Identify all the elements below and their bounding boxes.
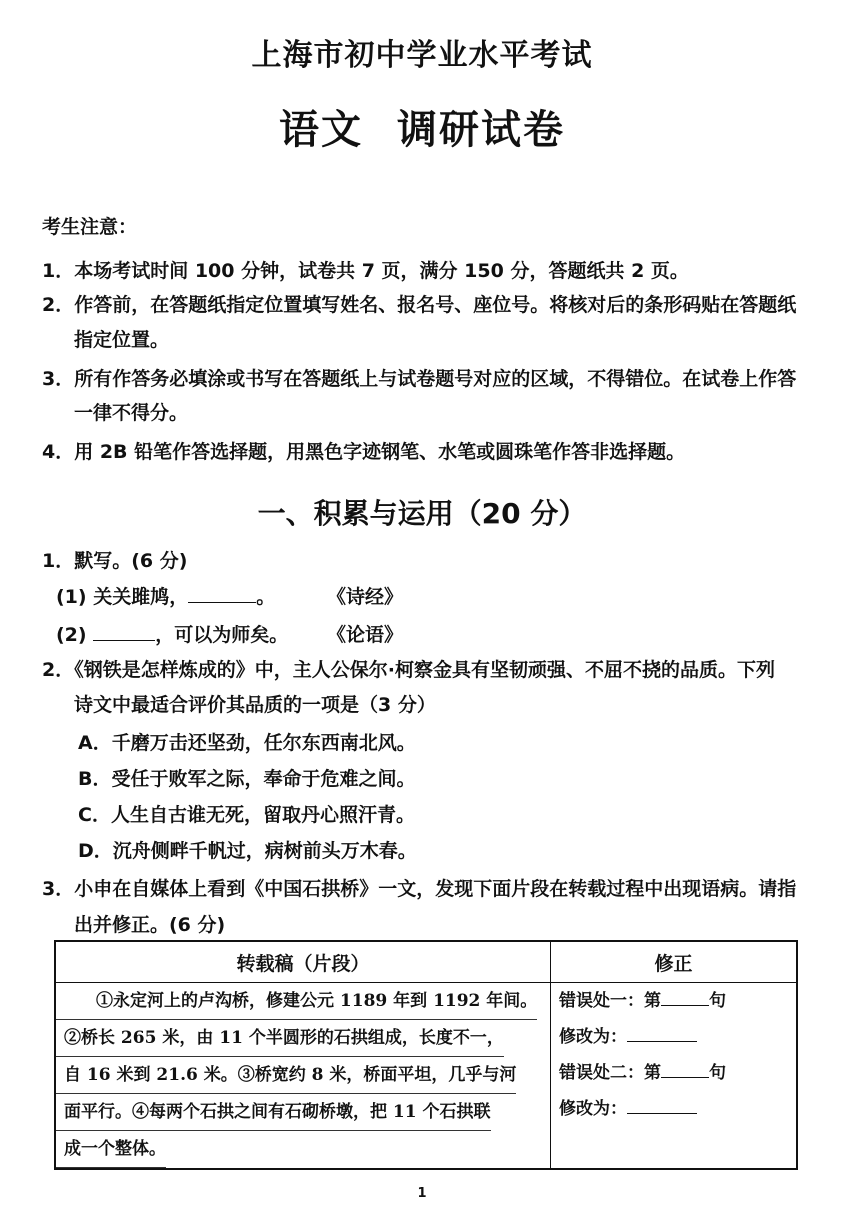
original-line: 面平行。④每两个石拱之间有石砌桥墩，把 11 个石拱联 [56, 1094, 491, 1131]
notice-item-1: 1．本场考试时间 100 分钟，试卷共 7 页，满分 150 分，答题纸共 2 页。 [42, 260, 689, 282]
fix-2-row: 修改为： [551, 1091, 796, 1127]
error-2-row: 错误处二：第 句 [551, 1055, 796, 1091]
page-number: 1 [417, 1186, 427, 1201]
question-2-stem: 2．《钢铁是怎样炼成的》中，主人公保尔·柯察金具有坚韧顽强、不屈不挠的品质。下列 [42, 659, 775, 681]
question-2-option-c: C．人生自古谁无死，留取丹心照汗青。 [78, 804, 415, 826]
question-1-source-2: 《论语》 [327, 624, 404, 646]
sentence-number-blank[interactable] [661, 987, 709, 1006]
section-title: 一、积累与运用（20 分） [257, 497, 587, 530]
notice-item-2: 2．作答前，在答题纸指定位置填写姓名、报名号、座位号。将核对后的条形码贴在答题纸 [42, 294, 797, 316]
error-1-row: 错误处一：第 句 [551, 983, 796, 1019]
question-2-stem-cont: 诗文中最适合评价其品质的一项是（3 分） [74, 694, 436, 716]
question-2-option-a: A．千磨万击还坚劲，任尔东西南北风。 [78, 732, 416, 754]
answer-blank [93, 622, 155, 641]
exam-title: 上海市初中学业水平考试 [251, 38, 593, 73]
original-line: 成一个整体。 [56, 1131, 166, 1168]
notice-item-3-cont: 一律不得分。 [74, 402, 189, 424]
sentence-number-blank[interactable] [661, 1059, 709, 1078]
original-column-header: 转载稿（片段） [55, 941, 551, 983]
notice-item-3: 3．所有作答务必填涂或书写在答题纸上与试卷题号对应的区域，不得错位。在试卷上作答 [42, 368, 797, 390]
notice-item-4: 4．用 2B 铅笔作答选择题，用黑色字迹钢笔、水笔或圆珠笔作答非选择题。 [42, 441, 686, 463]
question-1-sub-2: (2) ，可以为师矣。 [56, 624, 289, 646]
notice-heading: 考生注意： [42, 216, 138, 238]
fix-1-row: 修改为： [551, 1019, 796, 1055]
correction-cell [551, 983, 798, 1170]
question-1-sub-1: (1) 关关雎鸠， 。 [56, 586, 276, 608]
question-1-stem: 1．默写。(6 分) [42, 550, 188, 572]
question-3-stem: 3．小申在自媒体上看到《中国石拱桥》一文，发现下面片段在转载过程中出现语病。请指 [42, 878, 797, 900]
question-3-stem-cont: 出并修正。(6 分) [74, 914, 226, 936]
original-line: ①永定河上的卢沟桥，修建公元 1189 年到 1192 年间。 [56, 983, 537, 1020]
exam-subtitle [0, 98, 844, 155]
revision-table [54, 940, 798, 1170]
original-line: 自 16 米到 21.6 米。③桥宽约 8 米，桥面平坦，几乎与河 [56, 1057, 516, 1094]
original-line: ②桥长 265 米，由 11 个半圆形的石拱组成，长度不一， [56, 1020, 504, 1057]
question-1-source-1: 《诗经》 [327, 586, 404, 608]
question-2-option-d: D．沉舟侧畔千帆过，病树前头万木春。 [78, 840, 417, 862]
fix-answer-blank[interactable] [627, 1095, 697, 1114]
answer-blank [188, 584, 256, 603]
notice-item-2-cont: 指定位置。 [74, 329, 170, 351]
paper-type-label: 调研试卷 [397, 107, 565, 153]
subject-label: 语文 [279, 107, 363, 153]
fix-answer-blank[interactable] [627, 1023, 697, 1042]
correction-column-header: 修正 [551, 941, 798, 983]
original-text-cell [55, 983, 551, 1170]
question-2-option-b: B．受任于败军之际，奉命于危难之间。 [78, 768, 416, 790]
